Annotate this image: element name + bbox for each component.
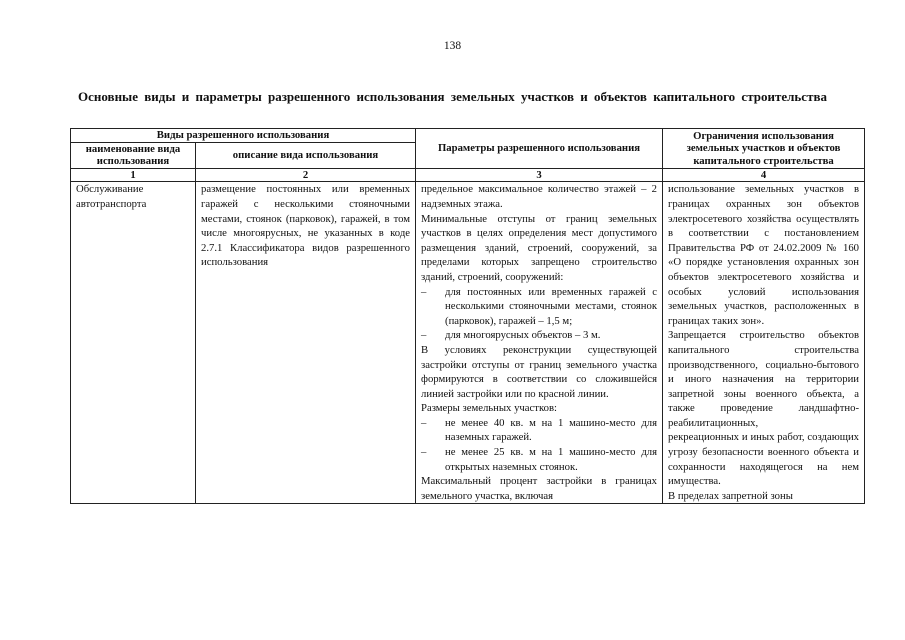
land-use-table xyxy=(70,128,865,504)
list-item: – для постоянных или временных гаражей с несколькими стояночными местами, стоянок (парковок), гаражей – 1,5 м; xyxy=(421,285,657,329)
column-number: 4 xyxy=(663,168,865,182)
header-parameters: Параметры разрешенного использования xyxy=(416,129,663,169)
usage-description-cell xyxy=(196,182,416,504)
usage-name-cell xyxy=(71,182,196,504)
list-item: – не менее 25 кв. м на 1 машино-место для открытых наземных стоянок. xyxy=(421,445,657,474)
params-sizes: Размеры земельных участков: xyxy=(421,402,557,415)
params-setback: Минимальные отступы от границ земельных участков в целях определения мест допустимого размещения зданий, строений, сооружений, за пределами которых запрещено строительство зданий, строений, сооружений: xyxy=(421,212,658,283)
restrictions-works: рекреационных и иных работ, создающих угрозу безопасности военного объекта и сохранности находящегося на нем имущества. xyxy=(668,431,860,488)
list-item: – для многоярусных объектов – 3 м. xyxy=(421,328,657,343)
usage-description: размещение постоянных или временных гаражей с несколькими стояночными местами, стоянок (парковок), гаражей, в том числе многоярусных, не указанных в коде 2.7.1 Классификатора видов разрешенного использования xyxy=(201,183,411,269)
list-item: – не менее 40 кв. м на 1 машино-место для наземных гаражей. xyxy=(421,416,657,445)
params-floors: предельное максимальное количество этажей – 2 надземных этажа. xyxy=(421,183,658,210)
column-number: 2 xyxy=(196,168,416,182)
header-restrictions: Ограничения использования земельных участков и объектов капитального строительства xyxy=(663,129,865,169)
parameters-cell xyxy=(416,182,663,504)
sizes-list xyxy=(421,416,657,474)
header-usage-description: описание вида использования xyxy=(196,142,416,168)
page-number: 138 xyxy=(443,40,462,52)
restrictions-zone-limit: В пределах запретной зоны xyxy=(668,489,793,502)
params-coverage: Максимальный процент застройки в границах земельного участка, включая xyxy=(421,475,658,502)
setback-list xyxy=(421,285,657,343)
params-reconstruction: В условиях реконструкции существующей застройки отступы от границ земельного участка формируются в соответствии со сложившейся линией застройки или по красной линии. xyxy=(421,343,658,400)
table-row xyxy=(71,182,865,504)
usage-name: Обслуживание автотранспорта xyxy=(76,183,147,210)
section-heading: Основные виды и параметры разрешенного использования земельных участков и объектов капитального строительства xyxy=(78,89,827,104)
column-number: 1 xyxy=(71,168,196,182)
header-usage-name: наименование вида использования xyxy=(71,142,196,168)
restrictions-military-zone: Запрещается строительство объектов капитального строительства производственного, социально-бытового и иного назначения на территории запретной зоны военного объекта, а также проведение ландшафтно-реабилитационных, xyxy=(668,329,860,429)
column-number: 3 xyxy=(416,168,663,182)
header-usage-types: Виды разрешенного использования xyxy=(71,129,416,143)
restrictions-power-grid: использование земельных участков в границах охранных зон объектов электросетевого хозяйства осуществлять в соответствии с постановлением Правительства РФ от 24.02.2009 № 160 «О порядке установления охранных зон объектов электросетевого хозяйства и особых условий использования земельных участков, расположенных в границах таких зон». xyxy=(668,183,860,327)
restrictions-cell xyxy=(663,182,865,504)
